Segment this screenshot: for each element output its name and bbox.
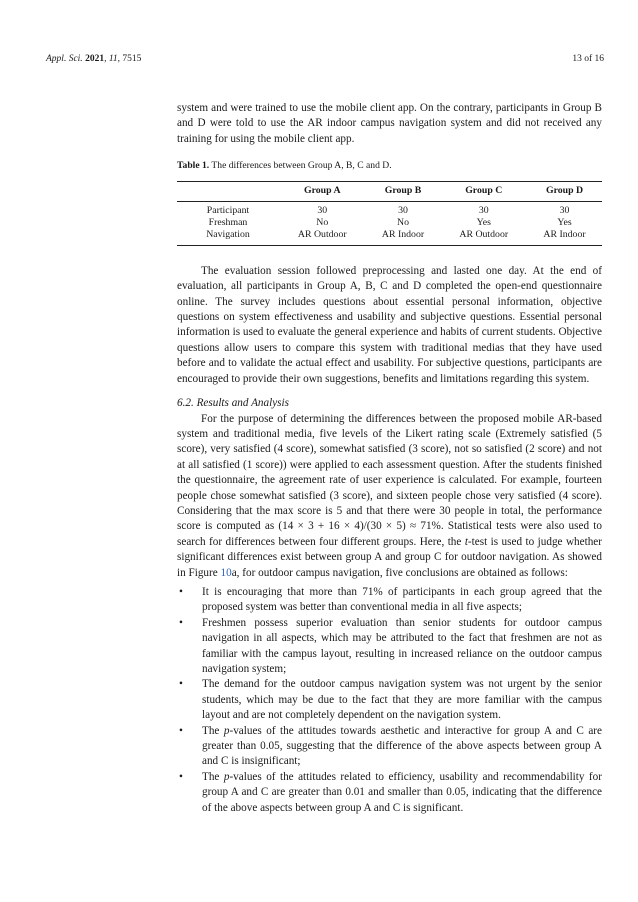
conclusions-list	[177, 585, 602, 816]
table-header-cell: Group B	[366, 182, 441, 201]
list-item	[177, 677, 602, 723]
evaluation-paragraph: The evaluation session followed preprocessing and lasted one day. At the end of evaluation, all participants in Group A, B, C and D completed the open-end questionnaire online. The survey includes questions about essential personal information, objective questions on system effectiveness and usability and subjective questions. Essential personal information is used to evaluate the general experience and habits of current students. Objective questions allow users to compare this system with traditional medias that they have used before and to validate the actual effect and usability. For subjective questions, participants are encouraged to provide their own suggestions, benefits and limitations regarding this system.	[177, 264, 602, 385]
bullet-dot-icon: •	[179, 585, 183, 598]
page-number: 13 of 16	[572, 54, 604, 64]
results-text-4: a, for outdoor campus navigation, five conclusions are obtained as follows:	[231, 566, 568, 579]
list-item-text: The	[202, 770, 224, 783]
list-item-text: The demand for the outdoor campus navigation system was not urgent by the senior students, which may be due to the fact that they are more familiar with the campus layout and are not completely dependent on the navigation system.	[202, 678, 602, 722]
bullet-dot-icon: •	[179, 678, 183, 691]
table-label: Table 1.	[177, 160, 210, 172]
table-cell: AR Indoor	[366, 229, 441, 245]
table-row	[177, 201, 602, 217]
table-header-cell: Group C	[440, 182, 527, 201]
table-header-row	[177, 182, 602, 201]
list-item-text: -values of the attitudes towards aesthetic and interactive for group A and C are greater than 0.05, suggesting that the difference of the above aspects between group A and C is insignificant;	[202, 724, 602, 768]
table-caption-text: The differences between Group A, B, C and D.	[211, 160, 392, 172]
list-item-text: The	[202, 724, 224, 737]
list-item-text: Freshmen possess superior evaluation than senior students for outdoor campus navigation in all aspects, which may be attributed to the fact that freshmen are not as familiar with the campus layout, resulting in increased reliance on the outdoor campus navigation system;	[202, 616, 602, 675]
table-row	[177, 217, 602, 229]
table-cell: 30	[317, 204, 328, 216]
page-body	[177, 101, 602, 816]
table-header-cell: Group D	[527, 182, 602, 201]
table-cell: 30	[559, 204, 570, 216]
p-value-variable: p	[223, 724, 230, 737]
table-caption	[177, 160, 602, 172]
results-text-1: For the purpose of determining the differences between the proposed mobile AR-based system and traditional media, five levels of the Likert rating scale (Extremely satisfied (5 score), very satisfied (4 score), somewhat satisfied (3 score), not so satisfied (2 score) and not at all satisfied (1 score)) were applied to each assessment question. After the students finished the questionnaire, the agreement rate of user experience is calculated. For example, fourteen people chose somewhat satisfied (3 score), and sixteen people chose very satisfied (4 score). Considering that the max score is 5 and that there were 30 people in total, the performance score is computed as	[177, 412, 602, 533]
table-cell: 30	[398, 204, 408, 216]
table-cell: Yes	[476, 217, 491, 229]
performance-formula: (14 × 3 + 16 × 4)/(30 × 5) ≈ 71%	[278, 520, 441, 533]
table-row	[177, 229, 602, 245]
article-number: 7515	[122, 54, 142, 64]
journal-name: Appl. Sci.	[46, 54, 83, 64]
table-cell: AR Indoor	[527, 229, 602, 245]
groups-table	[177, 181, 602, 246]
list-item	[177, 724, 602, 770]
table-cell: AR Outdoor	[279, 229, 366, 245]
table-cell: 30	[478, 204, 489, 216]
results-text-3: -test is used to judge whether significant differences exist between group A and group C for outdoor navigation. As showed in Figure	[177, 535, 602, 579]
p-value-variable: p	[223, 770, 230, 783]
journal-volume: 11	[108, 54, 118, 64]
journal-year: 2021	[85, 54, 105, 64]
list-item	[177, 616, 602, 678]
bullet-dot-icon: •	[179, 724, 183, 737]
intro-paragraph: system and were trained to use the mobile client app. On the contrary, participants in Group B and D were told to use the AR indoor campus navigation system and did not received any training for using the mobile client app.	[177, 102, 602, 145]
bullet-dot-icon: •	[179, 616, 183, 629]
results-text-2: . Statistical tests were also used to search for differences between four different groups. Here, the	[177, 520, 602, 548]
table-cell: No	[397, 217, 409, 229]
list-item	[177, 770, 602, 816]
results-paragraph	[177, 412, 602, 581]
section-heading: 6.2. Results and Analysis	[177, 397, 289, 410]
table-cell: Navigation	[177, 229, 279, 245]
table-cell: Yes	[557, 217, 572, 229]
list-item-text: -values of the attitudes related to efficiency, usability and recommendability for group A and C are greater than 0.01 and smaller than 0.05, indicating that the difference of the above aspects between group A and C is significant.	[202, 770, 602, 814]
figure-link[interactable]: 10	[220, 566, 232, 579]
bullet-dot-icon: •	[179, 770, 183, 783]
table-header-cell	[177, 182, 279, 201]
table-header-cell: Group A	[279, 182, 366, 201]
list-item	[177, 585, 602, 616]
table-cell: AR Outdoor	[440, 229, 527, 245]
table-cell: Freshman	[208, 217, 248, 229]
table-cell: Participant	[206, 204, 250, 216]
t-test-variable: t	[464, 535, 468, 548]
journal-citation: Appl. Sci. 2021, 11, 7515	[46, 54, 142, 64]
list-item-text: It is encouraging that more than 71% of participants in each group agreed that the proposed system was better than conventional media in all five aspects;	[202, 585, 602, 614]
running-header	[46, 54, 604, 68]
table-cell: No	[316, 217, 329, 229]
